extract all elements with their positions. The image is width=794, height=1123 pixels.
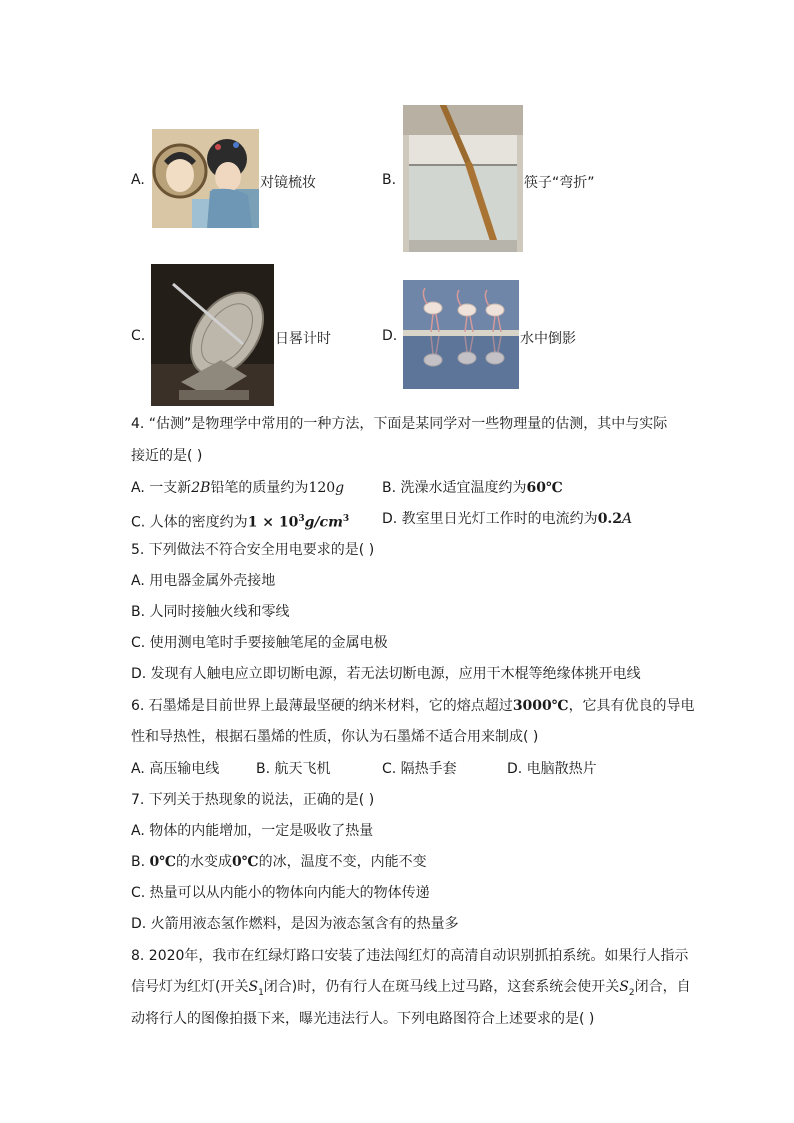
q4-stem-line2: 接近的是( ) — [131, 448, 203, 464]
q4-option-c-unit: g/cm — [304, 514, 343, 531]
q7-option-d: D. 火箭用液态氢作燃料，是因为液态氢含有的热量多 — [131, 916, 459, 932]
q8-line2-mid: 闭合)时，仍有行人在斑马线上过马路，这套系统会使开关 — [263, 979, 620, 995]
q4-option-b — [382, 478, 563, 498]
q7-option-a: A. 物体的内能增加，一定是吸收了热量 — [131, 823, 374, 839]
q7-option-b-num1: 0℃ — [149, 854, 177, 870]
q4-option-c-exp: 3 — [298, 514, 305, 524]
q6-stem-post: ，它具有优良的导电 — [568, 698, 695, 714]
q4-option-d — [382, 509, 632, 529]
q8-switch-s1-var: S — [248, 979, 259, 995]
q4-stem-line1: 4. “估测”是物理学中常用的一种方法，下面是某同学对一些物理量的估测，其中与实际 — [131, 416, 668, 432]
q4-option-a-num: 120 — [308, 480, 336, 496]
q5-option-b: B. 人同时接触火线和零线 — [131, 604, 290, 620]
q5-option-d: D. 发现有人触电应立即切断电源，若无法切断电源，应用干木棍等绝缘体挑开电线 — [131, 666, 641, 682]
q5-stem: 5. 下列做法不符合安全用电要求的是( ) — [131, 542, 375, 558]
q8-switch-s2-sub: 2 — [628, 987, 635, 998]
q6-stem-line2: 性和导热性，根据石墨烯的性质，你认为石墨烯不适合用来制成( ) — [131, 729, 539, 745]
q4-option-a — [131, 478, 344, 498]
q8-stem-line3: 动将行人的图像拍摄下来，曝光违法行人。下列电路图符合上述要求的是( ) — [131, 1011, 595, 1027]
q7-option-b — [131, 852, 427, 872]
q7-option-c: C. 热量可以从内能小的物体向内能大的物体传递 — [131, 885, 430, 901]
q4-option-a-text: A. 一支新 — [131, 480, 192, 496]
q7-option-b-post: 的冰，温度不变，内能不变 — [258, 854, 427, 870]
q7-stem: 7. 下列关于热现象的说法，正确的是( ) — [131, 792, 375, 808]
q6-stem-line1 — [131, 696, 695, 716]
q4-option-c-unit-exp: 3 — [342, 514, 350, 524]
q4-option-a-unit: g — [335, 480, 345, 496]
q4-option-b-text: B. 洗澡水适宜温度约为 — [382, 480, 527, 496]
option-d-letter: D. — [382, 328, 398, 344]
q4-option-a-var: 2B — [191, 480, 211, 496]
q6-option-d: D. 电脑散热片 — [507, 761, 597, 777]
q6-stem-text: 6. 石墨烯是目前世界上最薄最坚硬的纳米材料，它的熔点超过 — [131, 698, 513, 714]
q5-option-c: C. 使用测电笔时手要接触笔尾的金属电极 — [131, 635, 388, 651]
q6-option-c: C. 隔热手套 — [382, 761, 457, 777]
q5-option-a: A. 用电器金属外壳接地 — [131, 573, 276, 589]
flamingo-reflection-icon — [403, 280, 519, 389]
option-a-letter: A. — [131, 172, 145, 188]
q4-option-d-text: D. 教室里日光灯工作时的电流约为 — [382, 511, 598, 527]
q6-option-a: A. 高压输电线 — [131, 761, 220, 777]
option-c-caption: 日晷计时 — [275, 331, 331, 347]
q6-option-b: B. 航天飞机 — [256, 761, 331, 777]
q4-option-d-unit: A — [622, 511, 633, 527]
q8-stem-line2 — [131, 977, 691, 1003]
q7-option-b-letter: B. — [131, 854, 150, 870]
q6-stem-num: 3000℃ — [512, 698, 569, 714]
q4-option-b-num: 60℃ — [526, 480, 563, 496]
q7-option-b-num2: 0℃ — [232, 854, 259, 870]
q4-option-c — [131, 509, 349, 533]
q8-line2-pre: 信号灯为红灯(开关 — [131, 979, 249, 995]
q8-stem-line1: 8. 2020年，我市在红绿灯路口安装了违法闯红灯的高清自动识别抓拍系统。如果行人指示 — [131, 948, 689, 964]
chopstick-in-water-icon — [403, 105, 523, 252]
q4-option-d-num: 0.2 — [597, 511, 623, 527]
q8-line2-post: 闭合，自 — [634, 979, 691, 995]
q8-switch-s2-var: S — [619, 979, 629, 995]
q4-option-c-num: 1 × 10 — [247, 514, 299, 531]
sundial-icon — [151, 264, 274, 406]
option-c-letter: C. — [131, 328, 146, 344]
option-b-letter: B. — [382, 172, 397, 188]
q8-switch-s1-sub: 1 — [258, 987, 264, 998]
q4-option-a-mid: 铅笔的质量约为 — [210, 480, 309, 496]
q4-option-c-text: C. 人体的密度约为 — [131, 514, 248, 531]
q7-option-b-mid: 的水变成 — [176, 854, 233, 870]
option-a-caption: 对镜梳妆 — [260, 175, 316, 191]
option-b-caption: 筷子“弯折” — [524, 175, 595, 191]
option-d-caption: 水中倒影 — [520, 331, 576, 347]
mirror-makeup-painting-icon — [152, 129, 259, 228]
